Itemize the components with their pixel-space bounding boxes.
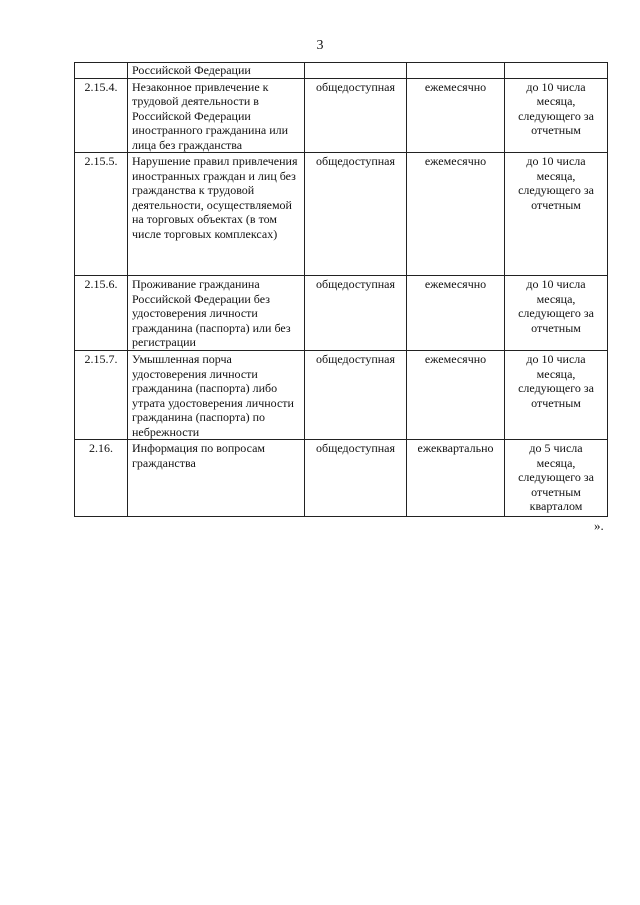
row-name: Незаконное привлечение к трудовой деятельности в Российской Федерации иностранного гражданина или лица без гражданства bbox=[128, 78, 305, 153]
row-name: Умышленная порча удостоверения личности гражданина (паспорта) либо утрата удостоверения личности гражданина (паспорта) по небрежности bbox=[128, 351, 305, 440]
row-number: 2.16. bbox=[75, 440, 128, 517]
row-deadline bbox=[505, 63, 608, 79]
row-period: ежемесячно bbox=[407, 78, 505, 153]
table-row bbox=[75, 78, 608, 153]
table-row-continuation bbox=[75, 63, 608, 79]
row-period: ежемесячно bbox=[407, 351, 505, 440]
row-name: Проживание гражданина Российской Федерации без удостоверения личности гражданина (паспорта) или без регистрации bbox=[128, 276, 305, 351]
page-number: 3 bbox=[316, 38, 324, 53]
table-row bbox=[75, 440, 608, 517]
row-access: общедоступная bbox=[305, 276, 407, 351]
row-deadline: до 10 числа месяца, следующего за отчетным bbox=[505, 78, 608, 153]
row-number: 2.15.7. bbox=[75, 351, 128, 440]
row-number: 2.15.6. bbox=[75, 276, 128, 351]
row-access: общедоступная bbox=[305, 351, 407, 440]
row-deadline: до 10 числа месяца, следующего за отчетным bbox=[505, 351, 608, 440]
row-access: общедоступная bbox=[305, 78, 407, 153]
row-name: Информация по вопросам гражданства bbox=[128, 440, 305, 517]
table-row bbox=[75, 276, 608, 351]
information-table bbox=[74, 62, 608, 517]
row-period: ежемесячно bbox=[407, 153, 505, 276]
row-access: общедоступная bbox=[305, 440, 407, 517]
closing-quote: ». bbox=[594, 518, 604, 533]
row-period: ежеквартально bbox=[407, 440, 505, 517]
row-access: общедоступная bbox=[305, 153, 407, 276]
row-name: Нарушение правил привлечения иностранных граждан и лиц без гражданства к трудовой деятельности, осуществляемой на торговых объектах (в том числе торговых комплексах) bbox=[128, 153, 305, 276]
row-deadline: до 5 числа месяца, следующего за отчетным кварталом bbox=[505, 440, 608, 517]
row-number: 2.15.5. bbox=[75, 153, 128, 276]
row-name: Российской Федерации bbox=[128, 63, 305, 79]
table-row bbox=[75, 351, 608, 440]
row-access bbox=[305, 63, 407, 79]
row-deadline: до 10 числа месяца, следующего за отчетным bbox=[505, 153, 608, 276]
table-row bbox=[75, 153, 608, 276]
row-number bbox=[75, 63, 128, 79]
row-period bbox=[407, 63, 505, 79]
row-number: 2.15.4. bbox=[75, 78, 128, 153]
row-period: ежемесячно bbox=[407, 276, 505, 351]
row-deadline: до 10 числа месяца, следующего за отчетным bbox=[505, 276, 608, 351]
